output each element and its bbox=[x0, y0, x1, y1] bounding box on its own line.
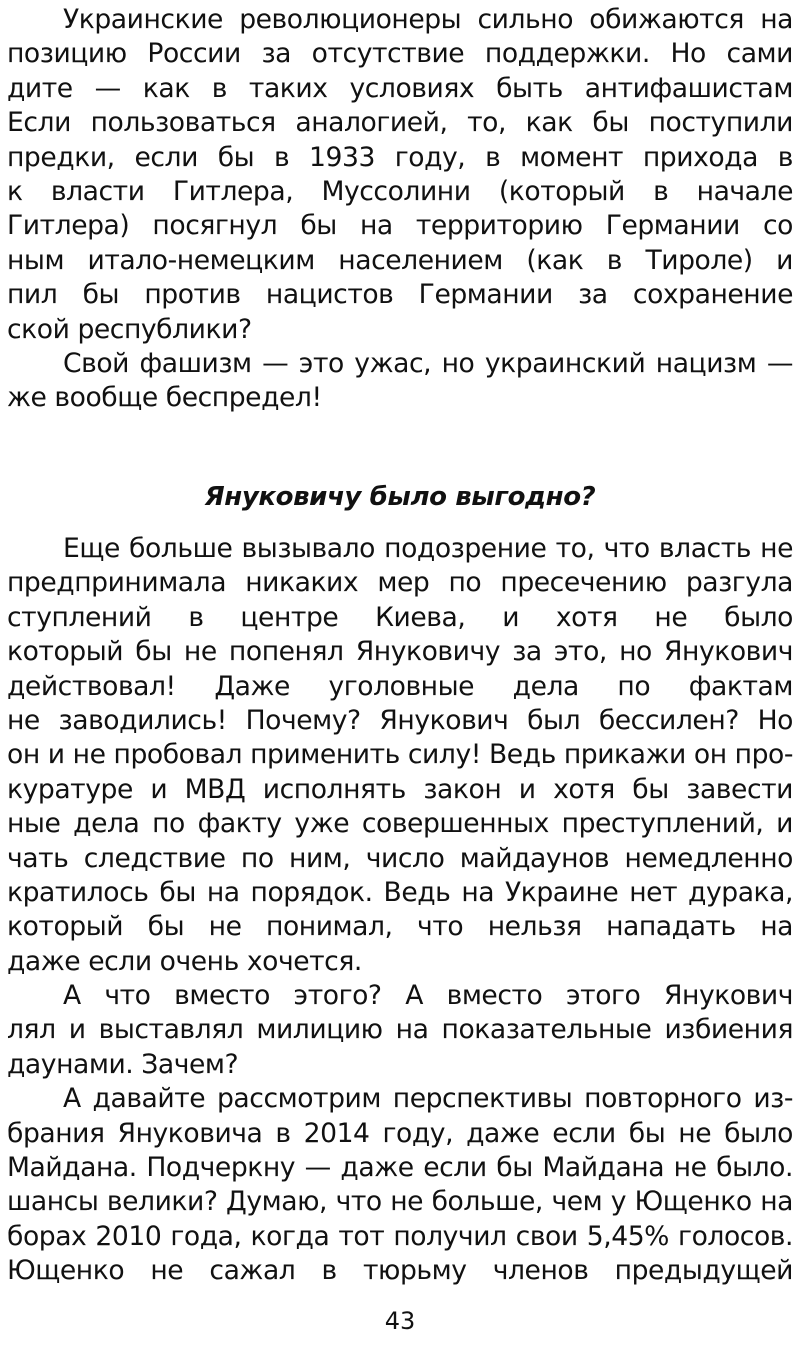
text-line: даже если очень хочется. bbox=[7, 945, 362, 977]
text-line: ным итало-немецким населением (как в Тироле) и bbox=[7, 244, 793, 276]
text-line: кратилось бы на порядок. Ведь на Украине нет дурака, bbox=[7, 876, 793, 908]
text-line: ской республики? bbox=[7, 313, 252, 345]
text-line: действовал! Даже уголовные дела по фактам bbox=[7, 670, 793, 702]
text-line: он и не пробовал применить силу! Ведь прикажи он про- bbox=[7, 739, 793, 771]
main-paragraphs bbox=[7, 532, 793, 1289]
text-line: позицию России за отсутствие поддержки. Но сами bbox=[7, 38, 793, 70]
text-line: Свой фашизм — это ужас, но украинский нацизм — bbox=[63, 347, 793, 379]
text-line: же вообще беспредел! bbox=[7, 382, 322, 414]
text-line: чать следствие по ним, число майдаунов немедленно bbox=[7, 842, 793, 874]
text-line: ные дела по факту уже совершенных преступлений, и bbox=[7, 808, 793, 840]
text-line: который бы не понимал, что нельзя нападать на bbox=[7, 911, 793, 943]
text-line: шансы велики? Думаю, что не больше, чем у Ющенко на bbox=[7, 1186, 793, 1218]
text-line: к власти Гитлера, Муссолини (который в начале bbox=[7, 175, 793, 207]
text-line: куратуре и МВД исполнять закон и хотя бы завести bbox=[7, 773, 793, 805]
text-line: Майдана. Подчеркну — даже если бы Майдана не было. bbox=[7, 1152, 793, 1184]
text-line: предпринимала никаких мер по пресечению разгула bbox=[7, 567, 793, 599]
text-line: борах 2010 года, когда тот получил свои 5,45% голосов. bbox=[7, 1220, 793, 1252]
text-line: Гитлера) посягнул бы на территорию Германии со bbox=[7, 210, 793, 242]
text-line: Украинские революционеры сильно обижаются на bbox=[63, 4, 793, 35]
text-line: который бы не попенял Януковичу за это, но Янукович bbox=[7, 636, 793, 668]
section-heading: Януковичу было выгодно? bbox=[204, 482, 596, 512]
page-number: 43 bbox=[384, 1307, 416, 1335]
text-line: А давайте рассмотрим перспективы повторного из- bbox=[63, 1083, 793, 1115]
text-line: не заводились! Почему? Янукович был бессилен? Но bbox=[7, 704, 793, 736]
text-line: брания Януковича в 2014 году, даже если бы не было bbox=[7, 1117, 793, 1149]
text-line: лял и выставлял милицию на показательные избиения bbox=[7, 1014, 793, 1046]
text-line: даунами. Зачем? bbox=[7, 1048, 239, 1080]
text-line: дите — как в таких условиях быть антифашистам bbox=[7, 72, 793, 104]
text-line: Еще больше вызывало подозрение то, что власть не bbox=[63, 533, 793, 564]
top-paragraphs bbox=[7, 3, 793, 416]
text-line: пил бы против нацистов Германии за сохранение bbox=[7, 279, 793, 311]
text-line: ступлений в центре Киева, и хотя не было bbox=[7, 601, 793, 633]
text-line: предки, если бы в 1933 году, в момент прихода в bbox=[7, 141, 793, 173]
text-line: А что вместо этого? А вместо этого Янукович bbox=[63, 980, 793, 1012]
text-line: Если пользоваться аналогией, то, как бы поступили bbox=[7, 107, 793, 139]
text-line: Ющенко не сажал в тюрьму членов предыдущей bbox=[7, 1255, 793, 1287]
